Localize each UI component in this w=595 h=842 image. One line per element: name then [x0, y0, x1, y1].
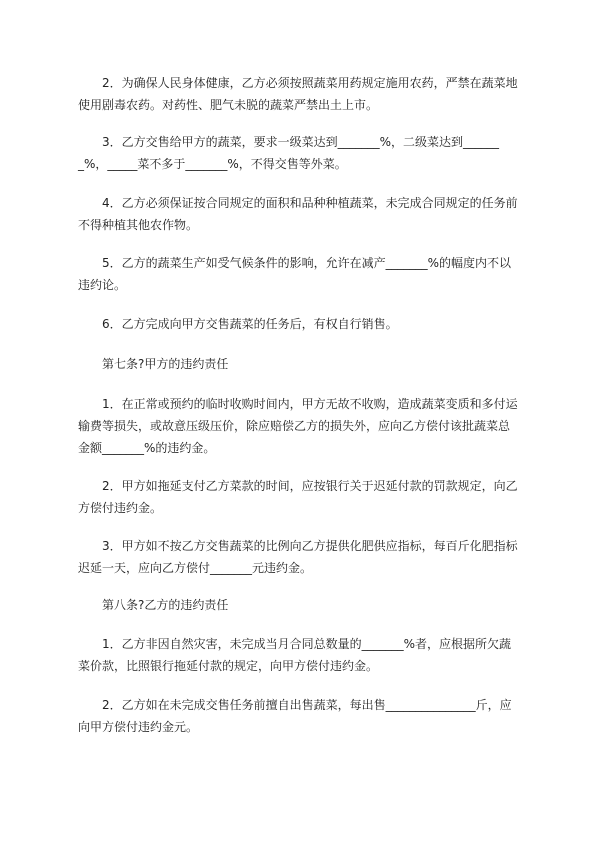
clause-paragraph: 3．甲方如不按乙方交售蔬菜的比例向乙方提供化肥供应指标，每百斤化肥指标迟延一天，应向乙方偿付_______元违约金。 — [78, 539, 518, 575]
section-heading-7: 第七条?甲方的违约责任 — [102, 357, 229, 371]
clause-paragraph: 5．乙方的蔬菜生产如受气候条件的影响，允许在减产_______%的幅度内不以违约论。 — [78, 256, 512, 292]
clause-paragraph: 1．乙方非因自然灾害，未完成当月合同总数量的_______%者，应根据所欠蔬菜价款，比照银行拖延付款的规定，向甲方偿付违约金。 — [78, 637, 512, 673]
clause-paragraph: 2．乙方如在未完成交售任务前擅自出售蔬菜，每出售_______________斤，应向甲方偿付违约金元。 — [78, 698, 512, 734]
section-heading-8: 第八条?乙方的违约责任 — [102, 598, 229, 612]
clause-paragraph: 6．乙方完成向甲方交售蔬菜的任务后，有权自行销售。 — [102, 317, 398, 331]
clause-paragraph: 4．乙方必须保证按合同规定的面积和品种种植蔬菜，未完成合同规定的任务前不得种植其他农作物。 — [78, 196, 518, 232]
clause-paragraph: 1．在正常或预约的临时收购时间内，甲方无故不收购，造成蔬菜变质和多付运输费等损失，或故意压级压价，除应赔偿乙方的损失外，应向乙方偿付该批蔬菜总金额_______%的违约金。 — [78, 397, 518, 455]
clause-paragraph: 3．乙方交售给甲方的蔬菜，要求一级菜达到_______%，二级菜达到_______%，_____菜不多于_______%，不得交售等外菜。 — [78, 135, 500, 171]
clause-paragraph: 2．甲方如拖延支付乙方菜款的时间，应按银行关于迟延付款的罚款规定，向乙方偿付违约金。 — [78, 479, 518, 515]
clause-paragraph: 2．为确保人民身体健康，乙方必须按照蔬菜用药规定施用农药，严禁在蔬菜地使用剧毒农药。对药性、肥气未脱的蔬菜严禁出土上市。 — [78, 76, 518, 112]
